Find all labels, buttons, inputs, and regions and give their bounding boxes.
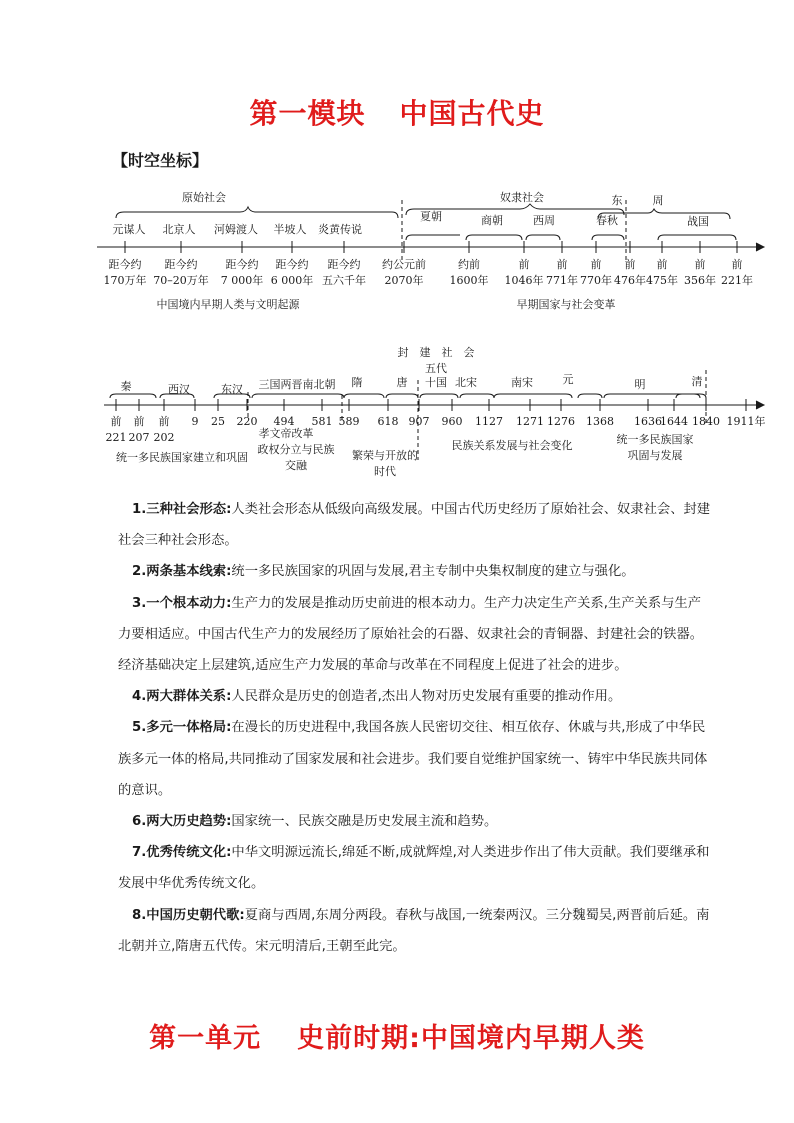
date-label: 距今约: [108, 258, 142, 271]
period-label: 西周: [533, 214, 555, 227]
period-label: 商朝: [481, 214, 503, 227]
timeline-note: 孝文帝改革: [258, 427, 314, 440]
date-label: 356年: [684, 274, 716, 287]
date-label: 前: [133, 415, 145, 428]
key-points: [118, 494, 714, 962]
key-point-text: 生产力的发展是推动历史前进的根本动力。生产力决定生产关系,生产关系与生产力要相适应。中国古代生产力的发展经历了原始社会的石器、奴隶社会的青铜器、封建社会的铁器。经济基础决定上层建筑,适应生产力发展的革命与改革在不同程度上促进了社会的进步。: [118, 595, 704, 674]
key-point-label: 3.一个根本动力:: [132, 595, 232, 611]
date-label: 1271: [516, 415, 544, 428]
period-label: 夏朝: [420, 210, 442, 223]
date-label: 494: [273, 415, 295, 428]
key-point-label: 1.三种社会形态:: [132, 502, 232, 517]
era-label: 周: [652, 194, 664, 207]
date-label: 618: [377, 415, 399, 428]
period-label: 十国: [425, 376, 447, 389]
unit-title-part1: 第一单元: [149, 1023, 262, 1054]
date-label: 1046年: [504, 274, 544, 287]
timeline-note: 民族关系发展与社会变化: [451, 439, 573, 452]
date-label: 1368: [586, 415, 614, 428]
date-label: 1636: [634, 415, 662, 428]
date-label: 475年: [646, 274, 678, 287]
key-point: [118, 900, 714, 962]
period-label: 明: [634, 378, 646, 391]
key-point-text: 中华文明源远流长,绵延不断,成就辉煌,对人类进步作出了伟大贡献。我们要继承和发展中华优秀传统文化。: [118, 845, 710, 892]
key-point: [118, 556, 714, 587]
timeline-note: 中国境内早期人类与文明起源: [156, 298, 300, 311]
timeline-note: 早期国家与社会变革: [516, 298, 616, 311]
key-point-text: 夏商与西周,东周分两段。春秋与战国,一统秦两汉。三分魏蜀吴,两晋前后延。南北朝并立,隋唐五代传。宋元明清后,王朝至此完。: [118, 907, 710, 954]
date-label: 581: [311, 415, 333, 428]
date-label: 207: [128, 431, 150, 444]
key-point-label: 6.两大历史趋势:: [132, 814, 232, 830]
date-label: 770年: [580, 274, 612, 287]
era-label: 封 建 社 会: [397, 346, 475, 359]
date-label: 960: [441, 415, 463, 428]
period-label: 元谋人: [112, 223, 146, 236]
period-label: 五代: [425, 362, 447, 375]
key-point-text: 人类社会形态从低级向高级发展。中国古代历史经历了原始社会、奴隶社会、封建社会三种社会形态。: [118, 502, 711, 549]
date-label: 距今约: [164, 258, 198, 271]
date-label: 9: [191, 415, 199, 428]
period-label: 炎黄传说: [318, 223, 362, 236]
period-label: 秦: [120, 380, 132, 393]
timeline-ancient: [0, 180, 794, 320]
key-point: [118, 494, 714, 556]
period-label: 清: [691, 375, 703, 388]
period-label: 北京人: [162, 223, 196, 236]
period-label: 隋: [351, 376, 363, 389]
date-label: 771年: [546, 274, 578, 287]
date-label: 1276: [547, 415, 575, 428]
date-label: 476年: [614, 274, 646, 287]
date-label: 前: [590, 258, 602, 271]
key-point: [118, 681, 714, 712]
period-label: 河姆渡人: [214, 223, 258, 236]
key-point-text: 统一多民族国家的巩固与发展,君主专制中央集权制度的建立与强化。: [231, 564, 635, 580]
key-point: [118, 712, 714, 806]
date-label: 前: [518, 258, 530, 271]
era-label: 奴隶社会: [500, 191, 544, 204]
date-label: 1911年: [726, 415, 766, 428]
date-label: 221年: [721, 274, 753, 287]
key-point: [118, 588, 714, 682]
date-label: 前: [624, 258, 636, 271]
date-label: 五六千年: [322, 274, 366, 287]
date-label: 170万年: [103, 274, 147, 287]
date-label: 前: [556, 258, 568, 271]
date-label: 220: [236, 415, 258, 428]
date-label: 1600年: [449, 274, 489, 287]
period-label: 东汉: [221, 383, 243, 396]
date-label: 1840: [692, 415, 720, 428]
date-label: 约公元前: [382, 258, 426, 271]
era-label: 东: [611, 194, 623, 207]
period-label: 春秋: [596, 214, 618, 227]
period-label: 北宋: [455, 376, 477, 389]
key-point-text: 在漫长的历史进程中,我国各族人民密切交往、相互依存、休戚与共,形成了中华民族多元一体的格局,共同推动了国家发展和社会进步。我们要自觉维护国家统一、铸牢中华民族共同体的意识。: [118, 720, 708, 798]
key-point-label: 2.两条基本线索:: [132, 564, 232, 580]
date-label: 前: [694, 258, 706, 271]
key-point-label: 7.优秀传统文化:: [132, 845, 232, 861]
date-label: 2070年: [384, 274, 424, 287]
timeline-note: 时代: [374, 465, 396, 478]
module-title-part1: 第一模块: [249, 97, 366, 130]
key-point-label: 5.多元一体格局:: [132, 720, 232, 736]
date-label: 距今约: [225, 258, 259, 271]
date-label: 1644: [660, 415, 688, 428]
date-label: 907: [408, 415, 430, 428]
era-label: 原始社会: [182, 191, 226, 204]
key-point-text: 人民群众是历史的创造者,杰出人物对历史发展有重要的推动作用。: [231, 689, 622, 705]
timeline-note: 统一多民族国家建立和巩固: [116, 451, 248, 464]
unit-title: [0, 1016, 794, 1055]
date-label: 前: [656, 258, 668, 271]
key-point: [118, 837, 714, 899]
date-label: 前: [731, 258, 743, 271]
date-label: 距今约: [327, 258, 361, 271]
module-title-part2: 中国古代史: [399, 97, 545, 130]
timeline-note: 巩固与发展: [627, 449, 683, 462]
key-point-text: 国家统一、民族交融是历史发展主流和趋势。: [231, 814, 498, 830]
date-label: 202: [153, 431, 175, 444]
key-point: [118, 806, 714, 837]
period-label: 西汉: [168, 383, 190, 396]
date-label: 7 000年: [220, 274, 264, 287]
date-label: 70–20万年: [153, 274, 209, 287]
date-label: 25: [211, 415, 225, 428]
key-point-label: 8.中国历史朝代歌:: [132, 907, 245, 923]
timeline-note: 统一多民族国家: [616, 433, 694, 446]
date-label: 约前: [458, 258, 480, 271]
key-point-label: 4.两大群体关系:: [132, 689, 232, 705]
period-label: 南宋: [511, 376, 533, 389]
timeline-note: 交融: [285, 459, 307, 472]
timeline-imperial: [0, 338, 794, 488]
date-label: 1127: [475, 415, 503, 428]
timeline-note: 政权分立与民族: [257, 443, 335, 456]
date-label: 589: [338, 415, 360, 428]
period-label: 元: [562, 373, 574, 386]
section-heading: 【时空坐标】: [112, 151, 209, 170]
period-label: 战国: [687, 215, 709, 228]
period-label: 唐: [396, 376, 408, 389]
period-label: 半坡人: [273, 223, 307, 236]
module-title: [0, 92, 794, 132]
date-label: 6 000年: [270, 274, 314, 287]
date-label: 221: [105, 431, 127, 444]
timeline-note: 繁荣与开放的: [352, 449, 418, 462]
date-label: 前: [110, 415, 122, 428]
period-label: 三国两晋南北朝: [258, 378, 336, 391]
unit-title-part2: 史前时期:中国境内早期人类: [297, 1023, 645, 1054]
date-label: 前: [158, 415, 170, 428]
date-label: 距今约: [275, 258, 309, 271]
